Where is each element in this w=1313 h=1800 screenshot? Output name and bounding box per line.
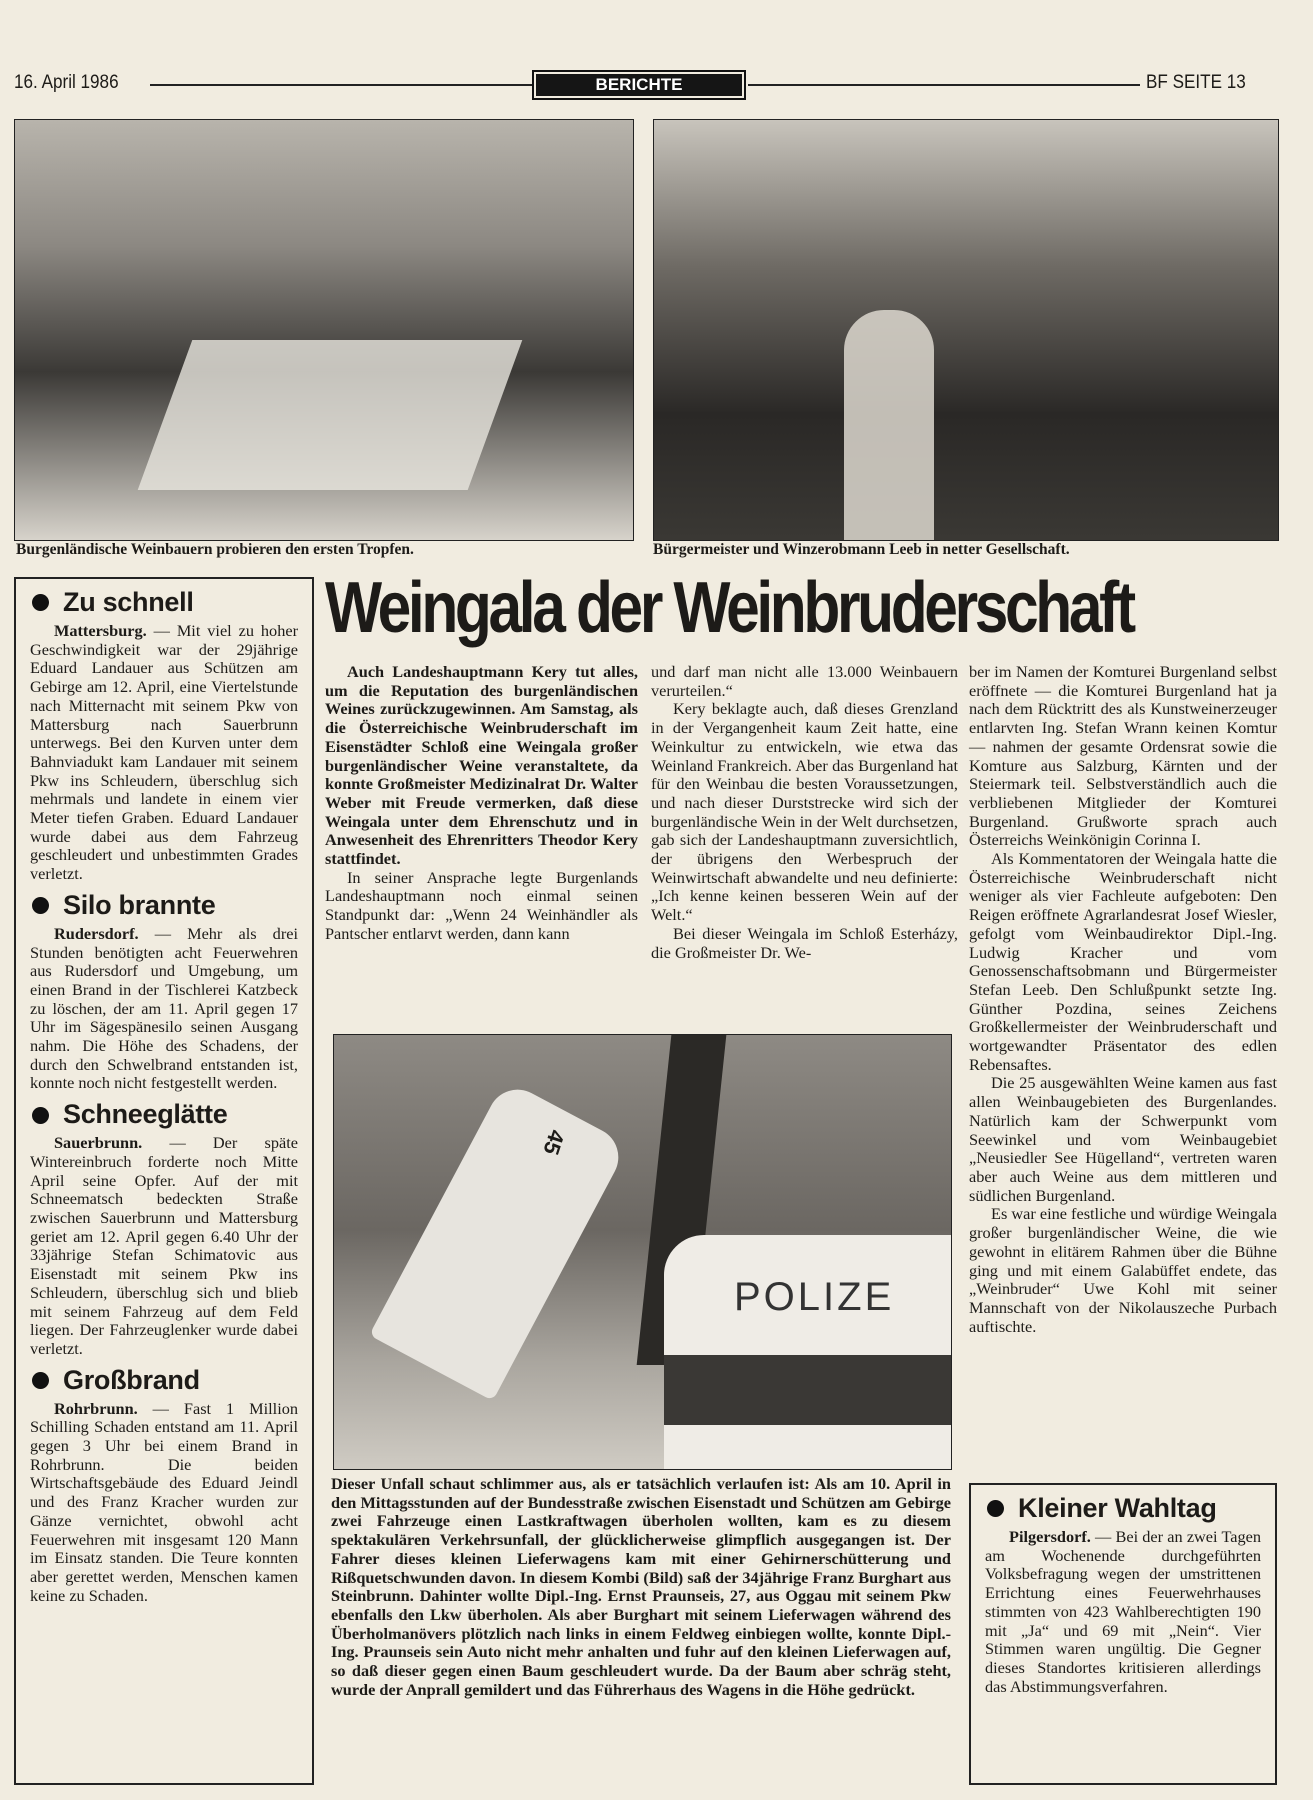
photo-accident <box>333 1034 952 1470</box>
page-number: BF SEITE 13 <box>1146 72 1246 93</box>
section-label-text: BERICHTE <box>536 74 742 96</box>
header-rule-right <box>748 84 1140 86</box>
photo-wine-tasting <box>14 119 634 541</box>
article-column-1 <box>325 663 638 944</box>
article-paragraph: Als Kommentatoren der Weingala hatte die Österreichische Weinbruderschaft nicht weniger als vier Fachleute aufgeboten: Den Reigen eröffnete Agrarlandesrat Josef Wiesler, gefolgt vom Weinbaudirektor Dipl.-Ing. Ludwig Kracher und vom Genossenschaftsobmann und Bürgermeister Stefan Leeb. Den Schlußpunkt setzte Ing. Günther Pozdina, seines Zeichens Großkellermeister der Weinbruderschaft und wortgewandter Präsentator des edlen Rebensaftes. <box>969 849 1277 1074</box>
brief-text: — Mehr als drei Stunden benötigten acht Feuerwehren aus Rudersdorf und Umgebung, um einen Brand in der Tischlerei Katzbeck zu löschen, der am 11. April gegen 17 Uhr im Sägespänesilo seinen Ausgang nahm. Die Höhe des Schadens, der durch den Schwelbrand entstanden ist, konnte noch nicht festgestellt werden. <box>30 923 298 1093</box>
brief-place: Sauerbrunn. <box>54 1133 143 1153</box>
brief-kleiner-wahltag <box>969 1483 1277 1785</box>
brief-place: Pilgersdorf. <box>1009 1527 1091 1546</box>
police-car-grille <box>664 1355 952 1425</box>
accident-caption: Dieser Unfall schaut schlimmer aus, als er tatsächlich verlaufen ist: Als am 10. April in den Mittagsstunden auf der Bundesstraße zwischen Eisenstadt und Schützen am Gebirge zwei Fahrzeuge einen Lastkraftwagen überholen wollten, kam es zu diesem spektakulären Verkehrsunfall, der glücklicherweise glimpflich ausgegangen ist. Der Fahrer dieses kleinen Lieferwagens kam mit einer Gehirnerschütterung und Rißquetschwunden davon. In diesem Kombi (Bild) saß der 34jährige Franz Burghart aus Steinbrunn. Dahinter wollte Dipl.-Ing. Ernst Praunseis, 27, aus Oggau mit seinem Pkw ebenfalls den Lkw überholen. Als aber Burghart mit seinem Lieferwagen während des Überholmanövers plötzlich nach links in einem Feldweg einbiegen wollte, konnte Dipl.-Ing. Praunseis sein Auto nicht mehr anhalten und fuhr auf den kleinen Lieferwagen auf, so daß dieser gegen einen Baum geschleudert wurde. Da der Baum aber schräg steht, wurde der Anprall gemildert und das Führerhaus des Wagens in die Höhe gedrückt. <box>331 1474 951 1699</box>
brief-schneeglaette <box>30 1099 298 1358</box>
brief-place: Rudersdorf. <box>54 923 139 943</box>
brief-place: Mattersburg. <box>54 621 147 640</box>
article-paragraph: und darf man nicht alle 13.000 Weinbauern verurteilen.“ <box>651 662 958 700</box>
photo-crashed-van <box>369 1079 629 1401</box>
photo-caption-right: Bürgermeister und Winzerobmann Leeb in netter Gesellschaft. <box>653 541 1070 558</box>
bullet-icon <box>32 897 49 914</box>
news-briefs-box <box>14 577 314 1785</box>
brief-text: — Der späte Wintereinbruch forderte noch Mitte April seine Opfer. Auf der mit Schneematsch bedeckten Straße zwischen Sauerbrunn und Mattersburg geriet am 12. April gegen 6.40 Uhr der 33jährige Stefan Schimatovic aus Eisenstadt mit seinem Pkw ins Schleudern, überschlug sich und blieb mit seinem Fahrzeug auf dem Feld liegen. Der Fahrzeuglenker wurde dabei verletzt. <box>30 1133 298 1358</box>
photo-police-car <box>664 1235 952 1470</box>
bullet-icon <box>987 1500 1004 1517</box>
issue-date: 16. April 1986 <box>14 72 119 93</box>
brief-title: Zu schnell <box>63 587 194 617</box>
article-column-2 <box>651 663 958 962</box>
article-paragraph: ber im Namen der Komturei Burgenland selbst eröffnete — die Komturei Burgenland hat ja nach dem Rücktritt des als Kunstweinerzeuger entlarvten Ing. Stefan Wrann keinen Komtur — nahmen der gesamte Ordensrat sowie die Komture aus Salzburg, Kärnten und der Steiermark teil. Selbstverständlich auch die verbliebenen Mitglieder der Komturei Burgenland. Grußworte sprach auch Österreichs Weinkönigin Corinna I. <box>969 662 1277 850</box>
article-paragraph: In seiner Ansprache legte Burgenlands Landeshauptmann noch einmal seinen Standpunkt dar: „Wenn 24 Weinhändler als Pantscher entlarvt werden, dann kann <box>325 867 638 943</box>
article-paragraph: Es war eine festliche und würdige Weingala großer burgenländischer Weine, die wie gewohnt in elitärem Rahmen über die Bühne ging und mit einem Galabüffet endete, das „Weinbruder“ Uwe Kohl mit seiner Mannschaft von der Nikolauszeche Purbach auftischte. <box>969 1204 1277 1336</box>
article-paragraph: Die 25 ausgewählten Weine kamen aus fast allen Weinbaugebieten des Burgenlandes. Natürlich kam der Schwerpunkt vom Seewinkel und vom Weinbaugebiet „Neusiedler See Hügelland“, vertreten waren aber auch Weine aus dem mittleren und südlichen Burgenland. <box>969 1073 1277 1205</box>
photo-mayor-leeb <box>653 119 1279 541</box>
brief-title: Großbrand <box>63 1364 200 1395</box>
brief-text: — Mit viel zu hoher Geschwindigkeit war der 29jährige Eduard Landauer aus Schützen am Gebirge am 12. April, eine Viertelstunde nach Mitternacht mit seinem Pkw von Mattersburg nach Sauerbrunn unterwegs. Bei den Kurven unter dem Bahnviadukt kam Landauer mit seinem Pkw ins Schleudern, überschlug sich mehrmals und landete in einem vier Meter tiefen Graben. Eduard Landauer wurde dabei aus dem Fahrzeug geschleudert und unbestimmten Grades verletzt. <box>30 621 298 884</box>
bullet-icon <box>32 1107 49 1124</box>
brief-text: — Fast 1 Million Schilling Schaden entstand am 11. April gegen 3 Uhr bei einem Brand in Rohrbrunn. Die beiden Wirtschaftsgebäude des Eduard Jeindl und des Franz Kracher wurden zur Gänze vernichtet, obwohl acht Feuerwehren mit insgesamt 120 Mann im Einsatz standen. Die Teure konnten aber gerettet werden, Menschen kamen keine zu Schaden. <box>30 1398 298 1605</box>
header-rule-left <box>150 84 532 86</box>
van-number: 45 <box>538 1126 570 1158</box>
brief-text: — Bei der an zwei Tagen am Wochenende durchgeführten Volksbefragung wegen der umstrittenen Errichtung eines Feuerwehrhauses stimmten von 423 Wahlberechtigten 190 mit „Ja“ und 69 mit „Nein“. Vier Stimmen waren ungültig. Die Gegner dieses Standortes kritisieren allerdings das Abstimmungsverfahren. <box>985 1527 1261 1696</box>
bullet-icon <box>32 594 49 611</box>
photo-table <box>138 340 523 490</box>
brief-place: Rohrbrunn. <box>54 1398 138 1418</box>
police-sign: POLIZE <box>734 1275 895 1319</box>
article-paragraph: Kery beklagte auch, daß dieses Grenzland in der Vergangenheit kaum Zeit hatte, eine Weinkultur zu entwickeln, wie etwa das Weinland Frankreich. Aber das Burgenland hat für den Weinbau die besten Voraussetzungen, und nach dieser Durststrecke wird sich der burgenländische Wein in der Welt durchsetzen, gab sich der Landeshauptmann zuversichtlich, der übrigens den Werbespruch der Weinwirtschaft abwandelte und neu definierte: „Ich kenne keinen besseren Wein auf der Welt.“ <box>651 699 958 925</box>
article-headline: Weingala der Weinbruderschaft <box>325 568 1133 648</box>
brief-title: Silo brannte <box>63 889 216 920</box>
brief-zu-schnell <box>30 587 298 884</box>
section-label <box>532 70 746 100</box>
brief-title: Schneeglätte <box>63 1099 228 1130</box>
brief-grossbrand <box>30 1365 298 1606</box>
brief-title: Kleiner Wahltag <box>1018 1493 1217 1523</box>
bullet-icon <box>32 1372 49 1389</box>
photo-person <box>844 310 934 540</box>
article-lead: Auch Landeshauptmann Kery tut alles, um die Reputation des burgenländischen Weines zurückzugewinnen. Am Samstag, als die Österreichische Weinbruderschaft im Eisenstädter Schloß eine Weingala großer burgenländischer Weine veranstaltete, da konnte Großmeister Medizinalrat Dr. Walter Weber mit Freude vermerken, daß diese Weingala unter dem Ehrenschutz und in Anwesenheit des Ehrenritters Theodor Kery stattfindet. <box>325 662 638 869</box>
brief-silo-brannte <box>30 890 298 1093</box>
article-column-3 <box>969 663 1277 1336</box>
photo-caption-left: Burgenländische Weinbauern probieren den ersten Tropfen. <box>16 541 414 558</box>
article-paragraph: Bei dieser Weingala im Schloß Esterházy, die Großmeister Dr. We- <box>651 923 958 962</box>
